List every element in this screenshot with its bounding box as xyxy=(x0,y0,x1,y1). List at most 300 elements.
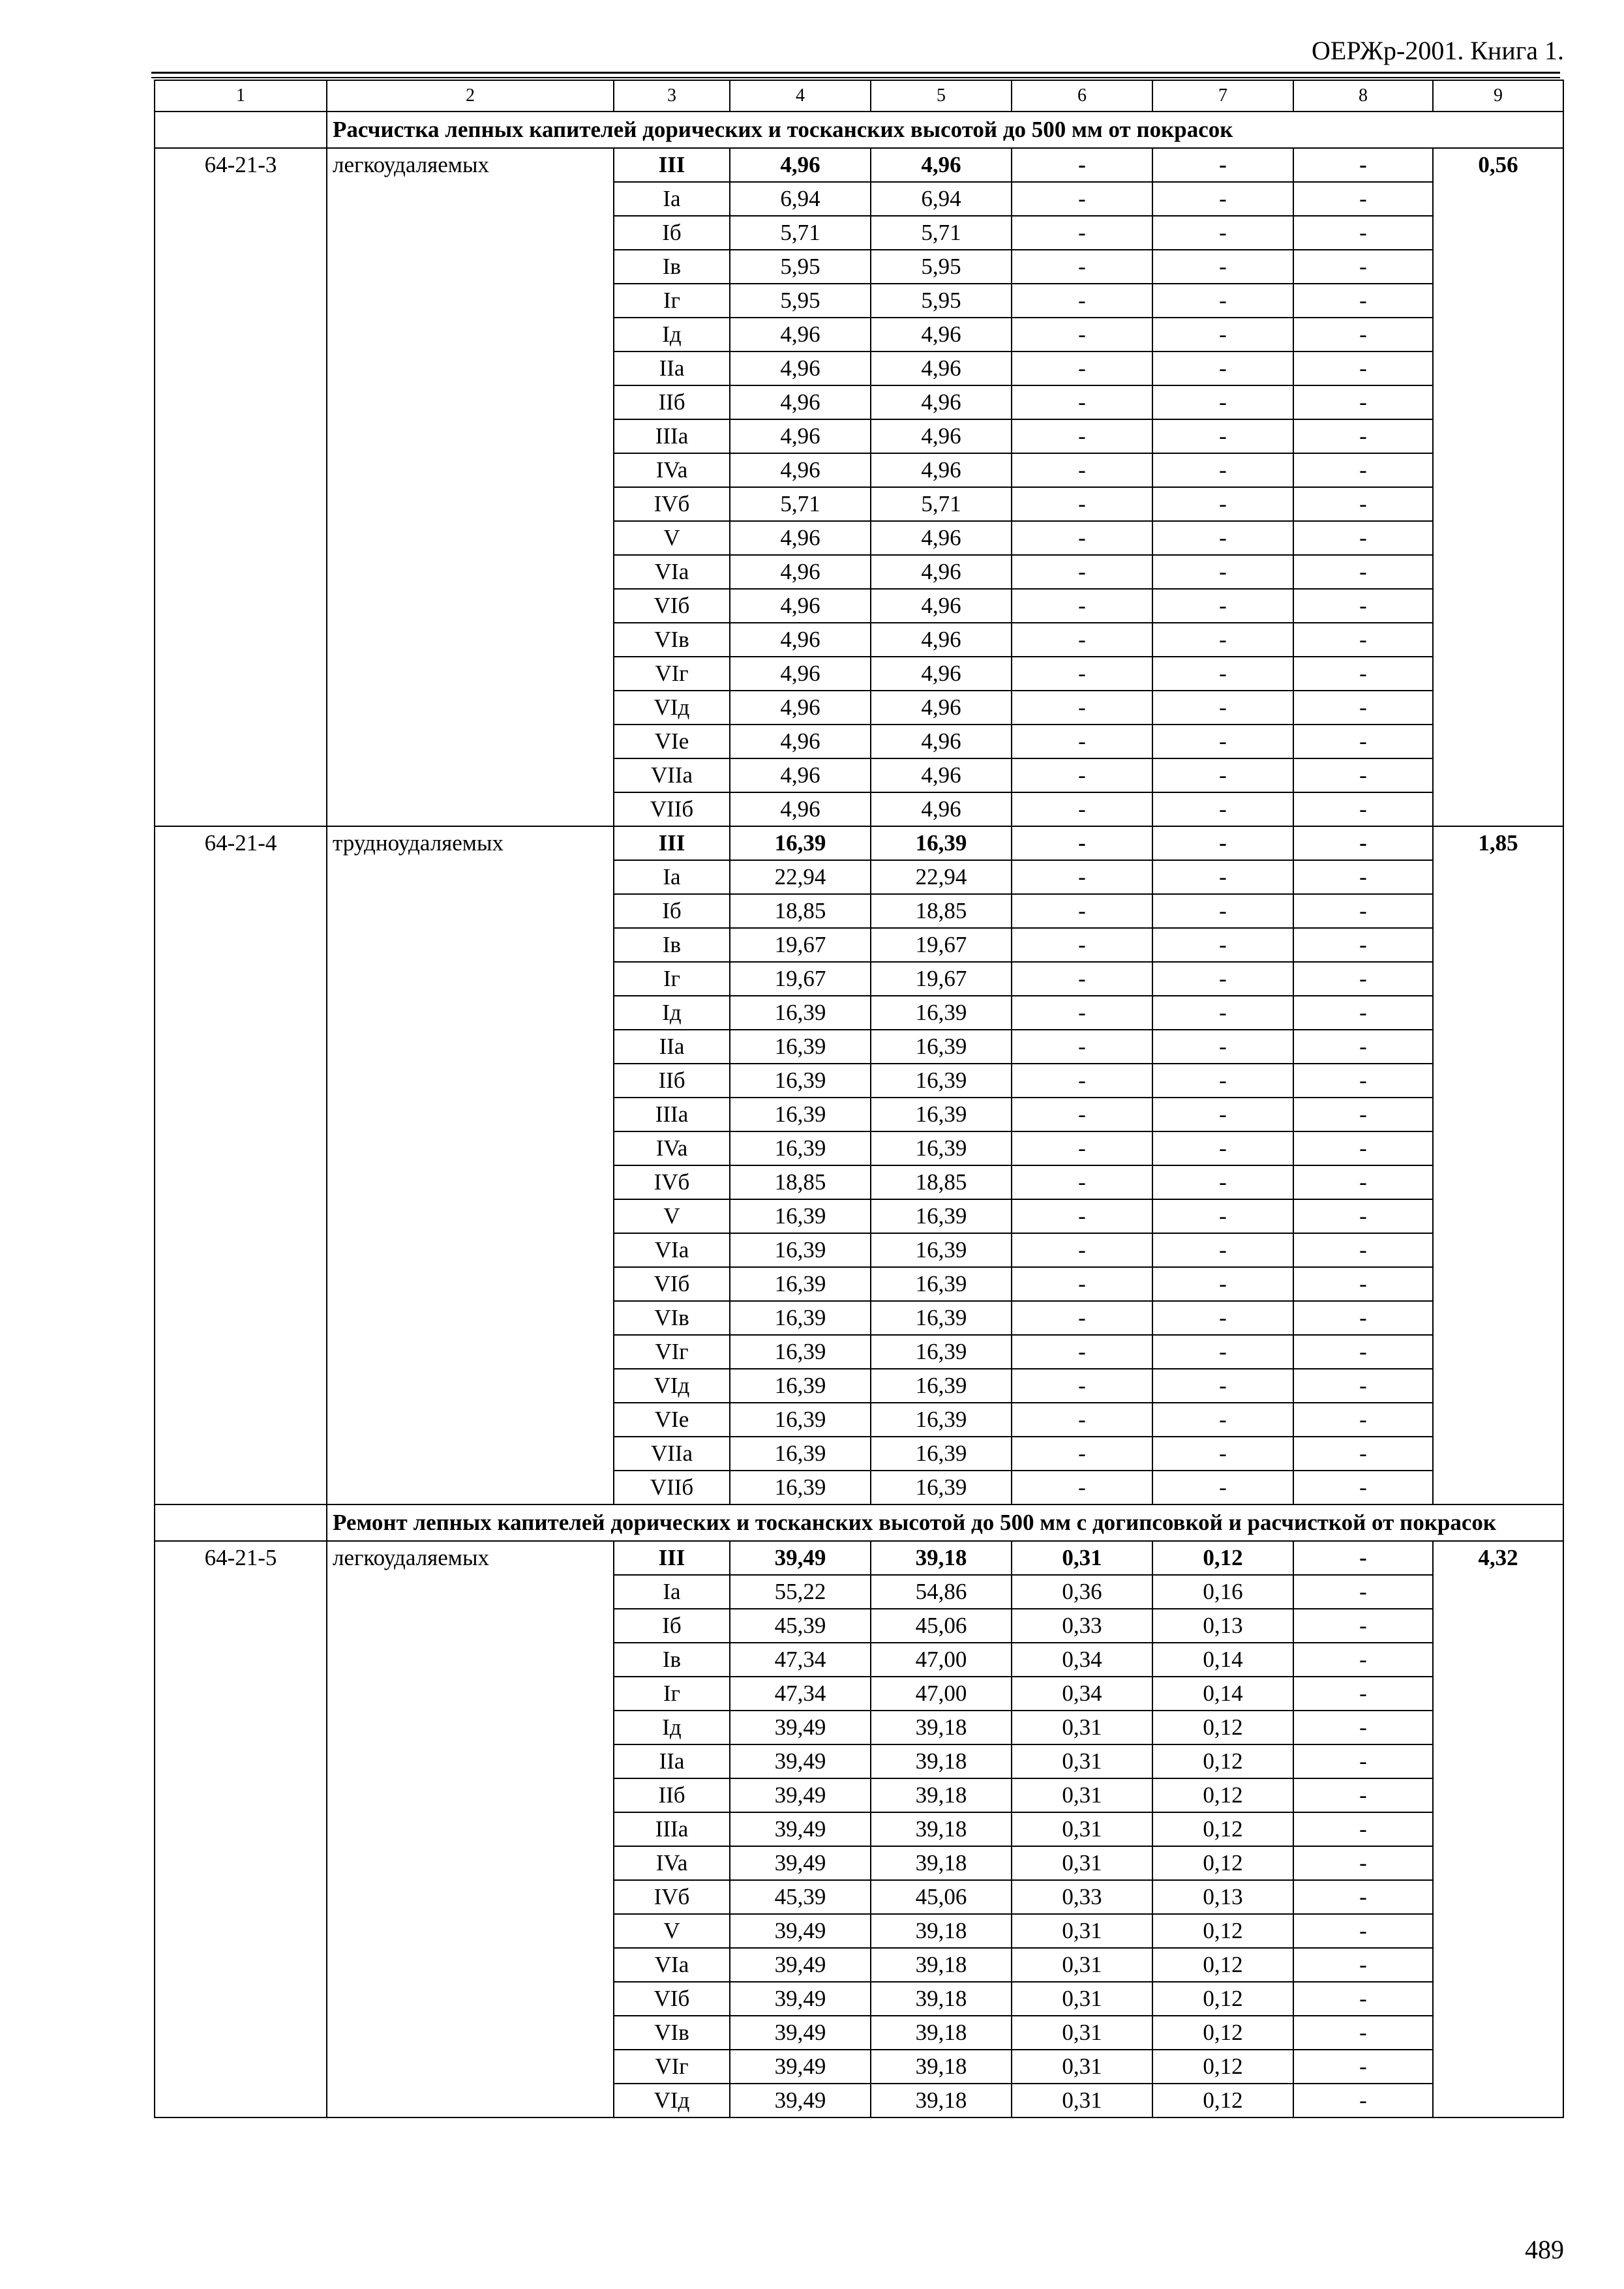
value-cell: - xyxy=(1293,521,1433,555)
value-cell: - xyxy=(1293,758,1433,792)
zone-cell: Iв xyxy=(614,928,730,962)
value-cell: - xyxy=(1152,419,1293,453)
value-cell: 16,39 xyxy=(730,1064,871,1098)
value-cell: 4,96 xyxy=(730,758,871,792)
value-cell: 4,96 xyxy=(730,657,871,691)
value-cell: 4,96 xyxy=(871,758,1012,792)
value-cell: 39,18 xyxy=(871,2016,1012,2050)
value-cell: 18,85 xyxy=(730,1165,871,1199)
value-cell: 16,39 xyxy=(730,826,871,860)
value-cell: - xyxy=(1012,996,1152,1030)
column-number: 6 xyxy=(1012,80,1152,112)
value-cell: 0,31 xyxy=(1012,2050,1152,2084)
value-cell: 0,33 xyxy=(1012,1609,1152,1643)
value-cell: 0,31 xyxy=(1012,1812,1152,1846)
value-cell: - xyxy=(1012,250,1152,284)
value-cell: - xyxy=(1293,2084,1433,2117)
zone-cell: V xyxy=(614,521,730,555)
value-cell: 16,39 xyxy=(730,1403,871,1437)
value-cell: 4,96 xyxy=(730,352,871,385)
value-cell: 47,34 xyxy=(730,1677,871,1711)
value-cell: 0,33 xyxy=(1012,1880,1152,1914)
page-number: 489 xyxy=(1525,2235,1564,2264)
value-cell: 18,85 xyxy=(730,894,871,928)
zone-cell: IIa xyxy=(614,1744,730,1778)
value-cell: - xyxy=(1293,1030,1433,1064)
value-cell: 54,86 xyxy=(871,1575,1012,1609)
value-cell: - xyxy=(1152,691,1293,725)
value-cell: 4,96 xyxy=(730,725,871,758)
value-cell: - xyxy=(1293,1098,1433,1131)
zone-cell: IIIa xyxy=(614,1098,730,1131)
value-cell: - xyxy=(1012,1301,1152,1335)
value-cell: - xyxy=(1012,860,1152,894)
zone-cell: IIa xyxy=(614,1030,730,1064)
value-cell: - xyxy=(1012,1098,1152,1131)
value-cell: - xyxy=(1152,860,1293,894)
value-cell: - xyxy=(1293,725,1433,758)
value-cell: - xyxy=(1012,792,1152,826)
value-cell: 16,39 xyxy=(730,1233,871,1267)
zone-cell: IIIa xyxy=(614,1812,730,1846)
zone-cell: VIб xyxy=(614,589,730,623)
value-cell: - xyxy=(1012,725,1152,758)
value-cell: 47,00 xyxy=(871,1677,1012,1711)
value-cell: - xyxy=(1293,962,1433,996)
value-cell: 0,31 xyxy=(1012,1948,1152,1982)
value-cell: 4,96 xyxy=(871,725,1012,758)
value-cell: 39,18 xyxy=(871,1914,1012,1948)
item-code: 64-21-3 xyxy=(155,148,327,826)
zone-cell: VIa xyxy=(614,555,730,589)
item-total: 4,32 xyxy=(1433,1541,1563,2117)
value-cell: 45,06 xyxy=(871,1880,1012,1914)
value-cell: - xyxy=(1293,1064,1433,1098)
value-cell: 0,13 xyxy=(1152,1609,1293,1643)
value-cell: 16,39 xyxy=(730,1131,871,1165)
value-cell: 39,18 xyxy=(871,1711,1012,1744)
value-cell: 4,96 xyxy=(730,691,871,725)
value-cell: - xyxy=(1293,1812,1433,1846)
value-cell: - xyxy=(1012,1267,1152,1301)
table-row xyxy=(155,1541,1563,1575)
value-cell: 4,96 xyxy=(730,623,871,657)
value-cell: - xyxy=(1012,521,1152,555)
value-cell: - xyxy=(1012,1471,1152,1504)
value-cell: - xyxy=(1293,216,1433,250)
zone-cell: IVa xyxy=(614,453,730,487)
value-cell: 4,96 xyxy=(871,385,1012,419)
value-cell: 39,18 xyxy=(871,1744,1012,1778)
zone-cell: IIб xyxy=(614,1064,730,1098)
value-cell: - xyxy=(1012,826,1152,860)
value-cell: - xyxy=(1293,1131,1433,1165)
value-cell: - xyxy=(1152,1064,1293,1098)
value-cell: - xyxy=(1012,1233,1152,1267)
value-cell: - xyxy=(1293,1677,1433,1711)
value-cell: - xyxy=(1152,894,1293,928)
value-cell: - xyxy=(1293,1575,1433,1609)
value-cell: 4,96 xyxy=(871,589,1012,623)
value-cell: - xyxy=(1152,758,1293,792)
column-number: 1 xyxy=(155,80,327,112)
value-cell: 4,96 xyxy=(730,318,871,352)
value-cell: 39,49 xyxy=(730,1744,871,1778)
value-cell: 16,39 xyxy=(871,1131,1012,1165)
zone-cell: VIв xyxy=(614,623,730,657)
value-cell: - xyxy=(1012,318,1152,352)
zone-cell: VIa xyxy=(614,1233,730,1267)
value-cell: 0,12 xyxy=(1152,1541,1293,1575)
value-cell: 16,39 xyxy=(871,1098,1012,1131)
value-cell: 19,67 xyxy=(871,928,1012,962)
value-cell: - xyxy=(1293,1267,1433,1301)
zone-cell: Iв xyxy=(614,1643,730,1677)
value-cell: 0,16 xyxy=(1152,1575,1293,1609)
value-cell: 45,39 xyxy=(730,1609,871,1643)
zone-cell: III xyxy=(614,826,730,860)
value-cell: - xyxy=(1012,657,1152,691)
value-cell: 16,39 xyxy=(871,1064,1012,1098)
value-cell: 0,12 xyxy=(1152,1812,1293,1846)
value-cell: - xyxy=(1293,1403,1433,1437)
section-blank-cell xyxy=(155,112,327,148)
value-cell: - xyxy=(1293,250,1433,284)
value-cell: - xyxy=(1012,623,1152,657)
value-cell: - xyxy=(1012,1064,1152,1098)
value-cell: - xyxy=(1012,1369,1152,1403)
value-cell: 16,39 xyxy=(730,996,871,1030)
value-cell: - xyxy=(1012,1199,1152,1233)
zone-cell: III xyxy=(614,1541,730,1575)
value-cell: - xyxy=(1293,419,1433,453)
zone-cell: VIд xyxy=(614,691,730,725)
value-cell: 0,36 xyxy=(1012,1575,1152,1609)
value-cell: 0,12 xyxy=(1152,2050,1293,2084)
value-cell: 39,49 xyxy=(730,2084,871,2117)
value-cell: 16,39 xyxy=(871,1301,1012,1335)
value-cell: 16,39 xyxy=(871,1199,1012,1233)
item-code: 64-21-5 xyxy=(155,1541,327,2117)
value-cell: - xyxy=(1293,1948,1433,1982)
value-cell: - xyxy=(1293,1335,1433,1369)
value-cell: 16,39 xyxy=(871,1403,1012,1437)
value-cell: - xyxy=(1012,962,1152,996)
value-cell: - xyxy=(1293,487,1433,521)
value-cell: 0,13 xyxy=(1152,1880,1293,1914)
value-cell: - xyxy=(1293,623,1433,657)
value-cell: 16,39 xyxy=(871,1369,1012,1403)
value-cell: - xyxy=(1293,1744,1433,1778)
value-cell: - xyxy=(1152,826,1293,860)
value-cell: - xyxy=(1293,1437,1433,1471)
zone-cell: VIг xyxy=(614,657,730,691)
value-cell: 5,71 xyxy=(871,216,1012,250)
value-cell: 39,49 xyxy=(730,1846,871,1880)
value-cell: 0,34 xyxy=(1012,1643,1152,1677)
value-cell: 0,14 xyxy=(1152,1677,1293,1711)
item-code: 64-21-4 xyxy=(155,826,327,1504)
value-cell: 16,39 xyxy=(871,1471,1012,1504)
value-cell: - xyxy=(1012,1030,1152,1064)
value-cell: - xyxy=(1012,419,1152,453)
value-cell: 18,85 xyxy=(871,894,1012,928)
value-cell: - xyxy=(1293,1914,1433,1948)
value-cell: 0,31 xyxy=(1012,1846,1152,1880)
value-cell: - xyxy=(1293,657,1433,691)
column-number: 4 xyxy=(730,80,871,112)
value-cell: 16,39 xyxy=(871,1030,1012,1064)
value-cell: - xyxy=(1012,1131,1152,1165)
zone-cell: VIб xyxy=(614,1267,730,1301)
value-cell: 4,96 xyxy=(730,792,871,826)
value-cell: - xyxy=(1012,555,1152,589)
value-cell: 39,49 xyxy=(730,1711,871,1744)
value-cell: 45,06 xyxy=(871,1609,1012,1643)
value-cell: 4,96 xyxy=(730,385,871,419)
zone-cell: Ia xyxy=(614,1575,730,1609)
value-cell: - xyxy=(1293,555,1433,589)
value-cell: 22,94 xyxy=(730,860,871,894)
zone-cell: VIIб xyxy=(614,792,730,826)
value-cell: 4,96 xyxy=(730,453,871,487)
value-cell: 16,39 xyxy=(730,1335,871,1369)
value-cell: 18,85 xyxy=(871,1165,1012,1199)
value-cell: - xyxy=(1152,623,1293,657)
zone-cell: IVб xyxy=(614,1880,730,1914)
price-table xyxy=(154,80,1564,2118)
value-cell: 39,18 xyxy=(871,2050,1012,2084)
value-cell: 4,96 xyxy=(871,453,1012,487)
column-number-row xyxy=(155,80,1563,112)
zone-cell: Iб xyxy=(614,894,730,928)
value-cell: - xyxy=(1293,996,1433,1030)
zone-cell: IIб xyxy=(614,1778,730,1812)
value-cell: 5,71 xyxy=(730,487,871,521)
value-cell: - xyxy=(1152,1098,1293,1131)
section-row xyxy=(155,112,1563,148)
value-cell: - xyxy=(1012,385,1152,419)
zone-cell: VIв xyxy=(614,2016,730,2050)
zone-cell: VIв xyxy=(614,1301,730,1335)
zone-cell: Iг xyxy=(614,284,730,318)
value-cell: 16,39 xyxy=(730,1301,871,1335)
value-cell: 39,18 xyxy=(871,1541,1012,1575)
value-cell: 0,31 xyxy=(1012,1711,1152,1744)
value-cell: 4,96 xyxy=(871,555,1012,589)
value-cell: - xyxy=(1152,589,1293,623)
value-cell: 0,12 xyxy=(1152,1711,1293,1744)
value-cell: - xyxy=(1152,962,1293,996)
value-cell: 0,31 xyxy=(1012,1914,1152,1948)
zone-cell: Iд xyxy=(614,318,730,352)
value-cell: - xyxy=(1152,318,1293,352)
value-cell: 19,67 xyxy=(730,928,871,962)
section-row xyxy=(155,1504,1563,1541)
zone-cell: VIIa xyxy=(614,758,730,792)
value-cell: 16,39 xyxy=(871,1267,1012,1301)
value-cell: - xyxy=(1152,487,1293,521)
value-cell: 0,31 xyxy=(1012,2016,1152,2050)
zone-cell: IVб xyxy=(614,1165,730,1199)
item-total: 1,85 xyxy=(1433,826,1563,1504)
value-cell: 0,12 xyxy=(1152,1914,1293,1948)
value-cell: - xyxy=(1012,453,1152,487)
value-cell: 5,71 xyxy=(871,487,1012,521)
value-cell: - xyxy=(1293,1609,1433,1643)
value-cell: - xyxy=(1152,1437,1293,1471)
value-cell: - xyxy=(1012,1403,1152,1437)
zone-cell: IIб xyxy=(614,385,730,419)
value-cell: - xyxy=(1152,996,1293,1030)
value-cell: 39,18 xyxy=(871,2084,1012,2117)
zone-cell: IIa xyxy=(614,352,730,385)
value-cell: - xyxy=(1293,1880,1433,1914)
value-cell: - xyxy=(1012,589,1152,623)
zone-cell: IVa xyxy=(614,1131,730,1165)
header-rule xyxy=(151,72,1560,74)
value-cell: - xyxy=(1293,1846,1433,1880)
value-cell: - xyxy=(1152,792,1293,826)
zone-cell: VIa xyxy=(614,1948,730,1982)
value-cell: - xyxy=(1293,352,1433,385)
value-cell: 0,31 xyxy=(1012,2084,1152,2117)
value-cell: - xyxy=(1152,521,1293,555)
value-cell: - xyxy=(1293,1301,1433,1335)
value-cell: 39,18 xyxy=(871,1812,1012,1846)
value-cell: 16,39 xyxy=(730,1471,871,1504)
value-cell: 39,49 xyxy=(730,1948,871,1982)
value-cell: - xyxy=(1293,1165,1433,1199)
value-cell: 5,71 xyxy=(730,216,871,250)
value-cell: 19,67 xyxy=(871,962,1012,996)
value-cell: - xyxy=(1293,792,1433,826)
zone-cell: V xyxy=(614,1914,730,1948)
value-cell: 4,96 xyxy=(871,521,1012,555)
table-row xyxy=(155,826,1563,860)
value-cell: 39,49 xyxy=(730,2016,871,2050)
value-cell: 39,49 xyxy=(730,1541,871,1575)
column-number: 3 xyxy=(614,80,730,112)
value-cell: - xyxy=(1293,1711,1433,1744)
value-cell: 45,39 xyxy=(730,1880,871,1914)
value-cell: 4,96 xyxy=(871,352,1012,385)
zone-cell: VIIa xyxy=(614,1437,730,1471)
value-cell: 0,14 xyxy=(1152,1643,1293,1677)
zone-cell: Iд xyxy=(614,1711,730,1744)
value-cell: 16,39 xyxy=(730,1437,871,1471)
value-cell: 19,67 xyxy=(730,962,871,996)
value-cell: 55,22 xyxy=(730,1575,871,1609)
value-cell: - xyxy=(1012,1437,1152,1471)
value-cell: 22,94 xyxy=(871,860,1012,894)
value-cell: 16,39 xyxy=(871,826,1012,860)
item-name: трудноудаляемых xyxy=(327,826,614,1504)
value-cell: - xyxy=(1012,216,1152,250)
value-cell: 4,96 xyxy=(730,521,871,555)
value-cell: 5,95 xyxy=(871,284,1012,318)
value-cell: - xyxy=(1012,487,1152,521)
value-cell: - xyxy=(1293,1778,1433,1812)
value-cell: 4,96 xyxy=(871,419,1012,453)
value-cell: - xyxy=(1012,928,1152,962)
value-cell: - xyxy=(1152,1030,1293,1064)
value-cell: - xyxy=(1152,1301,1293,1335)
zone-cell: IVб xyxy=(614,487,730,521)
value-cell: - xyxy=(1293,1233,1433,1267)
value-cell: 16,39 xyxy=(730,1030,871,1064)
value-cell: 4,96 xyxy=(871,657,1012,691)
value-cell: 4,96 xyxy=(871,691,1012,725)
value-cell: - xyxy=(1152,284,1293,318)
value-cell: 39,49 xyxy=(730,1914,871,1948)
value-cell: 39,49 xyxy=(730,1778,871,1812)
zone-cell: VIe xyxy=(614,725,730,758)
value-cell: 16,39 xyxy=(871,996,1012,1030)
zone-cell: III xyxy=(614,148,730,182)
zone-cell: VIIб xyxy=(614,1471,730,1504)
value-cell: 39,18 xyxy=(871,1778,1012,1812)
value-cell: - xyxy=(1293,1369,1433,1403)
value-cell: - xyxy=(1293,284,1433,318)
header-rule xyxy=(151,77,1560,78)
value-cell: - xyxy=(1012,758,1152,792)
item-name: легкоудаляемых xyxy=(327,1541,614,2117)
value-cell: - xyxy=(1293,826,1433,860)
value-cell: - xyxy=(1012,148,1152,182)
zone-cell: IVa xyxy=(614,1846,730,1880)
value-cell: - xyxy=(1293,860,1433,894)
item-name: легкоудаляемых xyxy=(327,148,614,826)
table-row xyxy=(155,148,1563,182)
value-cell: 4,96 xyxy=(730,589,871,623)
value-cell: - xyxy=(1152,250,1293,284)
zone-cell: Iб xyxy=(614,216,730,250)
value-cell: 0,12 xyxy=(1152,1982,1293,2016)
section-title: Ремонт лепных капителей дорических и тосканских высотой до 500 мм с догипсовкой и расчисткой от покрасок xyxy=(327,1504,1563,1541)
column-number: 7 xyxy=(1152,80,1293,112)
value-cell: - xyxy=(1152,1233,1293,1267)
zone-cell: VIд xyxy=(614,2084,730,2117)
value-cell: - xyxy=(1152,1165,1293,1199)
value-cell: - xyxy=(1012,352,1152,385)
value-cell: 5,95 xyxy=(871,250,1012,284)
section-title: Расчистка лепных капителей дорических и тосканских высотой до 500 мм от покрасок xyxy=(327,112,1563,148)
value-cell: 4,96 xyxy=(871,623,1012,657)
value-cell: 5,95 xyxy=(730,250,871,284)
value-cell: - xyxy=(1152,1369,1293,1403)
section-blank-cell xyxy=(155,1504,327,1541)
value-cell: - xyxy=(1152,1131,1293,1165)
value-cell: 6,94 xyxy=(730,182,871,216)
value-cell: 0,12 xyxy=(1152,1744,1293,1778)
zone-cell: Ia xyxy=(614,860,730,894)
value-cell: 4,96 xyxy=(730,148,871,182)
item-total: 0,56 xyxy=(1433,148,1563,826)
column-number: 9 xyxy=(1433,80,1563,112)
column-number: 5 xyxy=(871,80,1012,112)
value-cell: 4,96 xyxy=(730,555,871,589)
value-cell: - xyxy=(1293,589,1433,623)
value-cell: - xyxy=(1152,385,1293,419)
value-cell: - xyxy=(1293,1471,1433,1504)
zone-cell: Iб xyxy=(614,1609,730,1643)
value-cell: - xyxy=(1152,1335,1293,1369)
value-cell: - xyxy=(1293,318,1433,352)
value-cell: - xyxy=(1152,352,1293,385)
value-cell: 16,39 xyxy=(730,1199,871,1233)
value-cell: - xyxy=(1293,148,1433,182)
